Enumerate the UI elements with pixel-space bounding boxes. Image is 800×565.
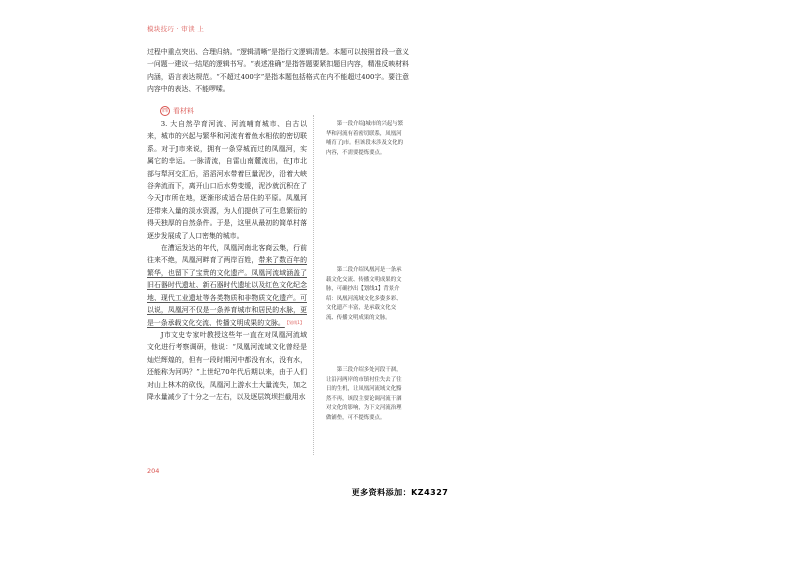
running-head: 模块技巧 · 审读 上 bbox=[147, 25, 205, 33]
paragraph-2-text: 在漕运发达的年代，凤凰河南北客商云集，行前往来不绝，凤凰河畔育了两岸百姓， bbox=[147, 244, 307, 265]
material-badge bbox=[160, 106, 194, 116]
column-divider bbox=[313, 115, 314, 455]
intro-paragraph: 过程中重点突出、合理归纳。“逻辑清晰”是指行文逻辑清楚。本题可以按照首段一意义一问题一建议一结尾的逻辑书写。“表述准确”是指答题要紧扣题目内容，精准反映材料内涵，语言表达规范。“不超过400字”是指本题包括格式在内不能超过400字。要注意内容中的表达、不能啰嗦。 bbox=[147, 48, 409, 94]
margin-note-2-text: 第二段介绍凤凰河是一条承载文化交流、传播文明成果的文脉，可确抄出【划线1】背景介绍：凤凰河流域文化多姿多彩、文化遗产丰富，是承载文化交流、传播文明成果的文脉。 bbox=[326, 267, 402, 321]
main-column bbox=[147, 118, 307, 403]
badge-number: ㈣ bbox=[160, 106, 170, 116]
paragraph-2 bbox=[147, 242, 307, 329]
underlined-passage-1: 带来了数百年的繁华，也留下了宝贵的文化遗产。凤凰河流域涵盖了旧石器时代遗址、新石器时代遗址以及红色文化纪念地、现代工业遗址等各类物质和非物质文化遗产。可以说，凤凰河不仅是一条养育城市和居民的水脉，更是一条承载文化交流、传播文明成果的文脉。 bbox=[147, 256, 308, 327]
paragraph-1: 3. 大自然孕育河流、河流哺育城市、自古以来，城市的兴起与繁华和河流有着鱼水相依的密切联系。对于J市来说，拥有一条穿城而过的凤凰河，实属它的幸运。一脉清流，自雷山南麓流出，在J市北部与犁河交汇后，滔滔河水带着巨量泥沙，沿着大峡谷奔流而下，离开山口后水势变缓，泥沙就沉积在了今天J市所在地，逐渐形成适合居住的平原。凤凰河还带来入量的淡水资源，为人们提供了可生息繁衍的得天独厚的自然条件。于是，这里从最初的简单村落逐步发展成了人口密集的城市。 bbox=[147, 120, 307, 240]
margin-note-1-text: 第一段介绍J城市的兴起与繁华和河流有着密切联系，凤凰河哺育了J市。但该段未涉及文化的内容，不需要提炼要点。 bbox=[326, 121, 404, 156]
margin-note-1 bbox=[326, 120, 406, 158]
underline-marker-1: 【划线1】 bbox=[286, 319, 305, 325]
footer-ad: 更多资料添加：KZ4327 bbox=[351, 488, 449, 497]
margin-note-2 bbox=[326, 266, 406, 324]
margin-note-3 bbox=[326, 366, 406, 424]
badge-label: 看材料 bbox=[173, 107, 194, 115]
paragraph-3: J市文史专家叶教授这些年一直在对凤凰河流域文化进行考察调研，他说：“凤凰河流域文化曾经是灿烂辉煌的，但有一段时期河中都没有水，没有水，还能称为河吗？”上世纪70年代后期以来，由于人们对山上林木的砍伐，凤凰河上游水土大量流失，加之降水量减少了十分之一左右，以及逐层筑坝拦截用水 bbox=[147, 330, 307, 401]
page-number: 204 bbox=[147, 467, 160, 475]
margin-note-3-text: 第三段介绍多处河段干涸，让沿河两岸的市镇衬住失去了往日的生机，让凤凰河流域文化黯然不再，该段主要论调河流干涸对文化的影响，为下文河流治理做铺垫，可不提炼要点。 bbox=[326, 367, 402, 421]
